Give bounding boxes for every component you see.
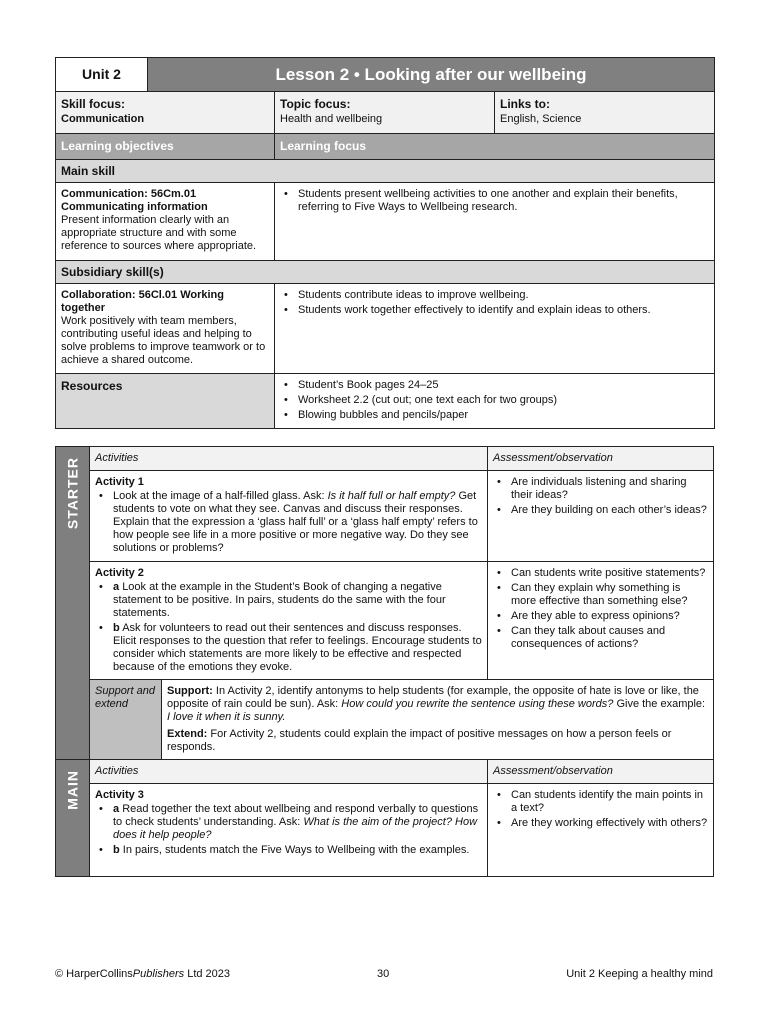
list-item: • Worksheet 2.2 (cut out; one text each for two groups)	[280, 394, 709, 407]
subsidiary-skill-focus-list	[280, 289, 709, 317]
footer-copyright: © HarperCollinsPublishers Ltd 2023	[55, 968, 231, 980]
unit-label: Unit 2	[56, 58, 148, 92]
list-item: • Are individuals listening and sharing their ideas?	[493, 476, 708, 502]
lesson-activities-table	[55, 446, 714, 877]
subsidiary-skill-objective	[56, 284, 275, 374]
links-value: English, Science	[500, 113, 582, 125]
starter-activities-header: Activities	[90, 447, 488, 471]
main-side-label: MAIN	[56, 760, 90, 877]
lesson-title: Lesson 2 • Looking after our wellbeing	[148, 58, 715, 92]
list-item: • Are they able to express opinions?	[493, 610, 708, 623]
extend-text: Extend: For Activity 2, students could explain the impact of positive messages on how a person feels or responds.	[167, 728, 672, 753]
list-item: • Can students identify the main points in a text?	[493, 789, 708, 815]
list-item: • a Read together the text about wellbeing and respond verbally to questions to check students’ understanding. Ask: What is the aim of the project? How does it help people?	[95, 803, 482, 842]
main-skill-subtitle: Communicating information	[61, 201, 208, 213]
topic-focus-value: Health and wellbeing	[280, 113, 383, 125]
activity-1	[90, 471, 488, 562]
list-item: • Students work together effectively to identify and explain ideas to others.	[280, 304, 709, 317]
list-item: • Can students write positive statements?	[493, 567, 708, 580]
subsidiary-skill-heading: Subsidiary skill(s)	[56, 261, 715, 284]
starter-assessment-header: Assessment/observation	[488, 447, 714, 471]
support-and-extend-label: Support and extend	[90, 680, 162, 760]
activity-3	[90, 784, 488, 877]
subsidiary-skill-focus	[275, 284, 715, 374]
main-skill-objective	[56, 183, 275, 261]
list-item: • Can they explain why something is more effective than something else?	[493, 582, 708, 608]
resources-heading: Resources	[56, 374, 275, 429]
skill-focus-cell	[56, 92, 275, 134]
activity-3-assessment	[488, 784, 714, 877]
list-item: • Look at the image of a half-filled glass. Ask: Is it half full or half empty? Get students to vote on what they see. Canvas and discuss their responses. Explain that the expression a ‘glass half full’ or a ‘glass half empty’ refers to how people see life in a more positive or more negative way. Do they see solutions or problems?	[95, 490, 482, 555]
activity-2	[90, 562, 488, 680]
activity-1-assessment-list	[493, 476, 708, 517]
list-item: • Students contribute ideas to improve wellbeing.	[280, 289, 709, 302]
subsidiary-skill-code: Collaboration: 56Cl.01 Working together	[61, 289, 224, 314]
support-text: Support: In Activity 2, identify antonyms to help students (for example, the opposite of hate is love or like, the opposite of rain could be sun). Ask: How could you rewrite the sentence using these words? Give the example: I love it when it is sunny.	[167, 685, 706, 723]
skill-focus-label: Skill focus:	[61, 97, 126, 111]
activity-1-list	[95, 490, 482, 555]
learning-focus-header: Learning focus	[275, 134, 715, 160]
list-item: • Student’s Book pages 24–25	[280, 379, 709, 392]
activity-2-assessment-list	[493, 567, 708, 651]
activity-3-list	[95, 803, 482, 857]
starter-side-label: STARTER	[56, 447, 90, 760]
learning-objectives-header: Learning objectives	[56, 134, 275, 160]
main-assessment-header: Assessment/observation	[488, 760, 714, 784]
activity-2-list	[95, 581, 482, 674]
list-item: • Blowing bubbles and pencils/paper	[280, 409, 709, 422]
links-cell	[495, 92, 715, 134]
activity-3-assessment-list	[493, 789, 708, 830]
list-item: • b Ask for volunteers to read out their sentences and discuss responses. Elicit responses to the question that refer to feelings. Encourage students to consider which statements are more likely to be effective and respected because of the emotions they evoke.	[95, 622, 482, 674]
main-skill-focus-list	[280, 188, 709, 214]
page-number: 30	[377, 968, 390, 980]
support-and-extend-content	[162, 680, 714, 760]
list-item: • b In pairs, students match the Five Ways to Wellbeing with the examples.	[95, 844, 482, 857]
list-item: • Are they building on each other’s ideas?	[493, 504, 708, 517]
subsidiary-skill-description: Work positively with team members, contributing useful ideas and helping to solve problems to improve teamwork or to achieve a shared outcome.	[61, 315, 266, 366]
list-item: • Are they working effectively with others?	[493, 817, 708, 830]
list-item: • Students present wellbeing activities to one another and explain their benefits, referring to Five Ways to Wellbeing research.	[280, 188, 709, 214]
main-skill-heading: Main skill	[56, 160, 715, 183]
list-item: • Can they talk about causes and consequences of actions?	[493, 625, 708, 651]
activity-1-assessment	[488, 471, 714, 562]
footer-section-title: Unit 2 Keeping a healthy mind	[566, 968, 713, 980]
resources-list	[280, 379, 709, 422]
lesson-overview-table	[55, 57, 715, 429]
links-label: Links to:	[500, 97, 550, 111]
main-skill-code: Communication: 56Cm.01	[61, 188, 197, 200]
skill-focus-value: Communication	[61, 113, 145, 125]
activity-2-assessment	[488, 562, 714, 680]
activity-1-title: Activity 1	[95, 476, 144, 488]
activity-2-title: Activity 2	[95, 567, 144, 579]
topic-focus-label: Topic focus:	[280, 97, 351, 111]
main-skill-focus	[275, 183, 715, 261]
list-item: • a Look at the example in the Student’s Book of changing a negative statement to be positive. In pairs, students do the same with the four statements.	[95, 581, 482, 620]
activity-3-title: Activity 3	[95, 789, 144, 801]
topic-focus-cell	[275, 92, 495, 134]
main-skill-description: Present information clearly with an appropriate structure and with some reference to sources where appropriate.	[61, 214, 257, 252]
main-activities-header: Activities	[90, 760, 488, 784]
resources-list-cell	[275, 374, 715, 429]
